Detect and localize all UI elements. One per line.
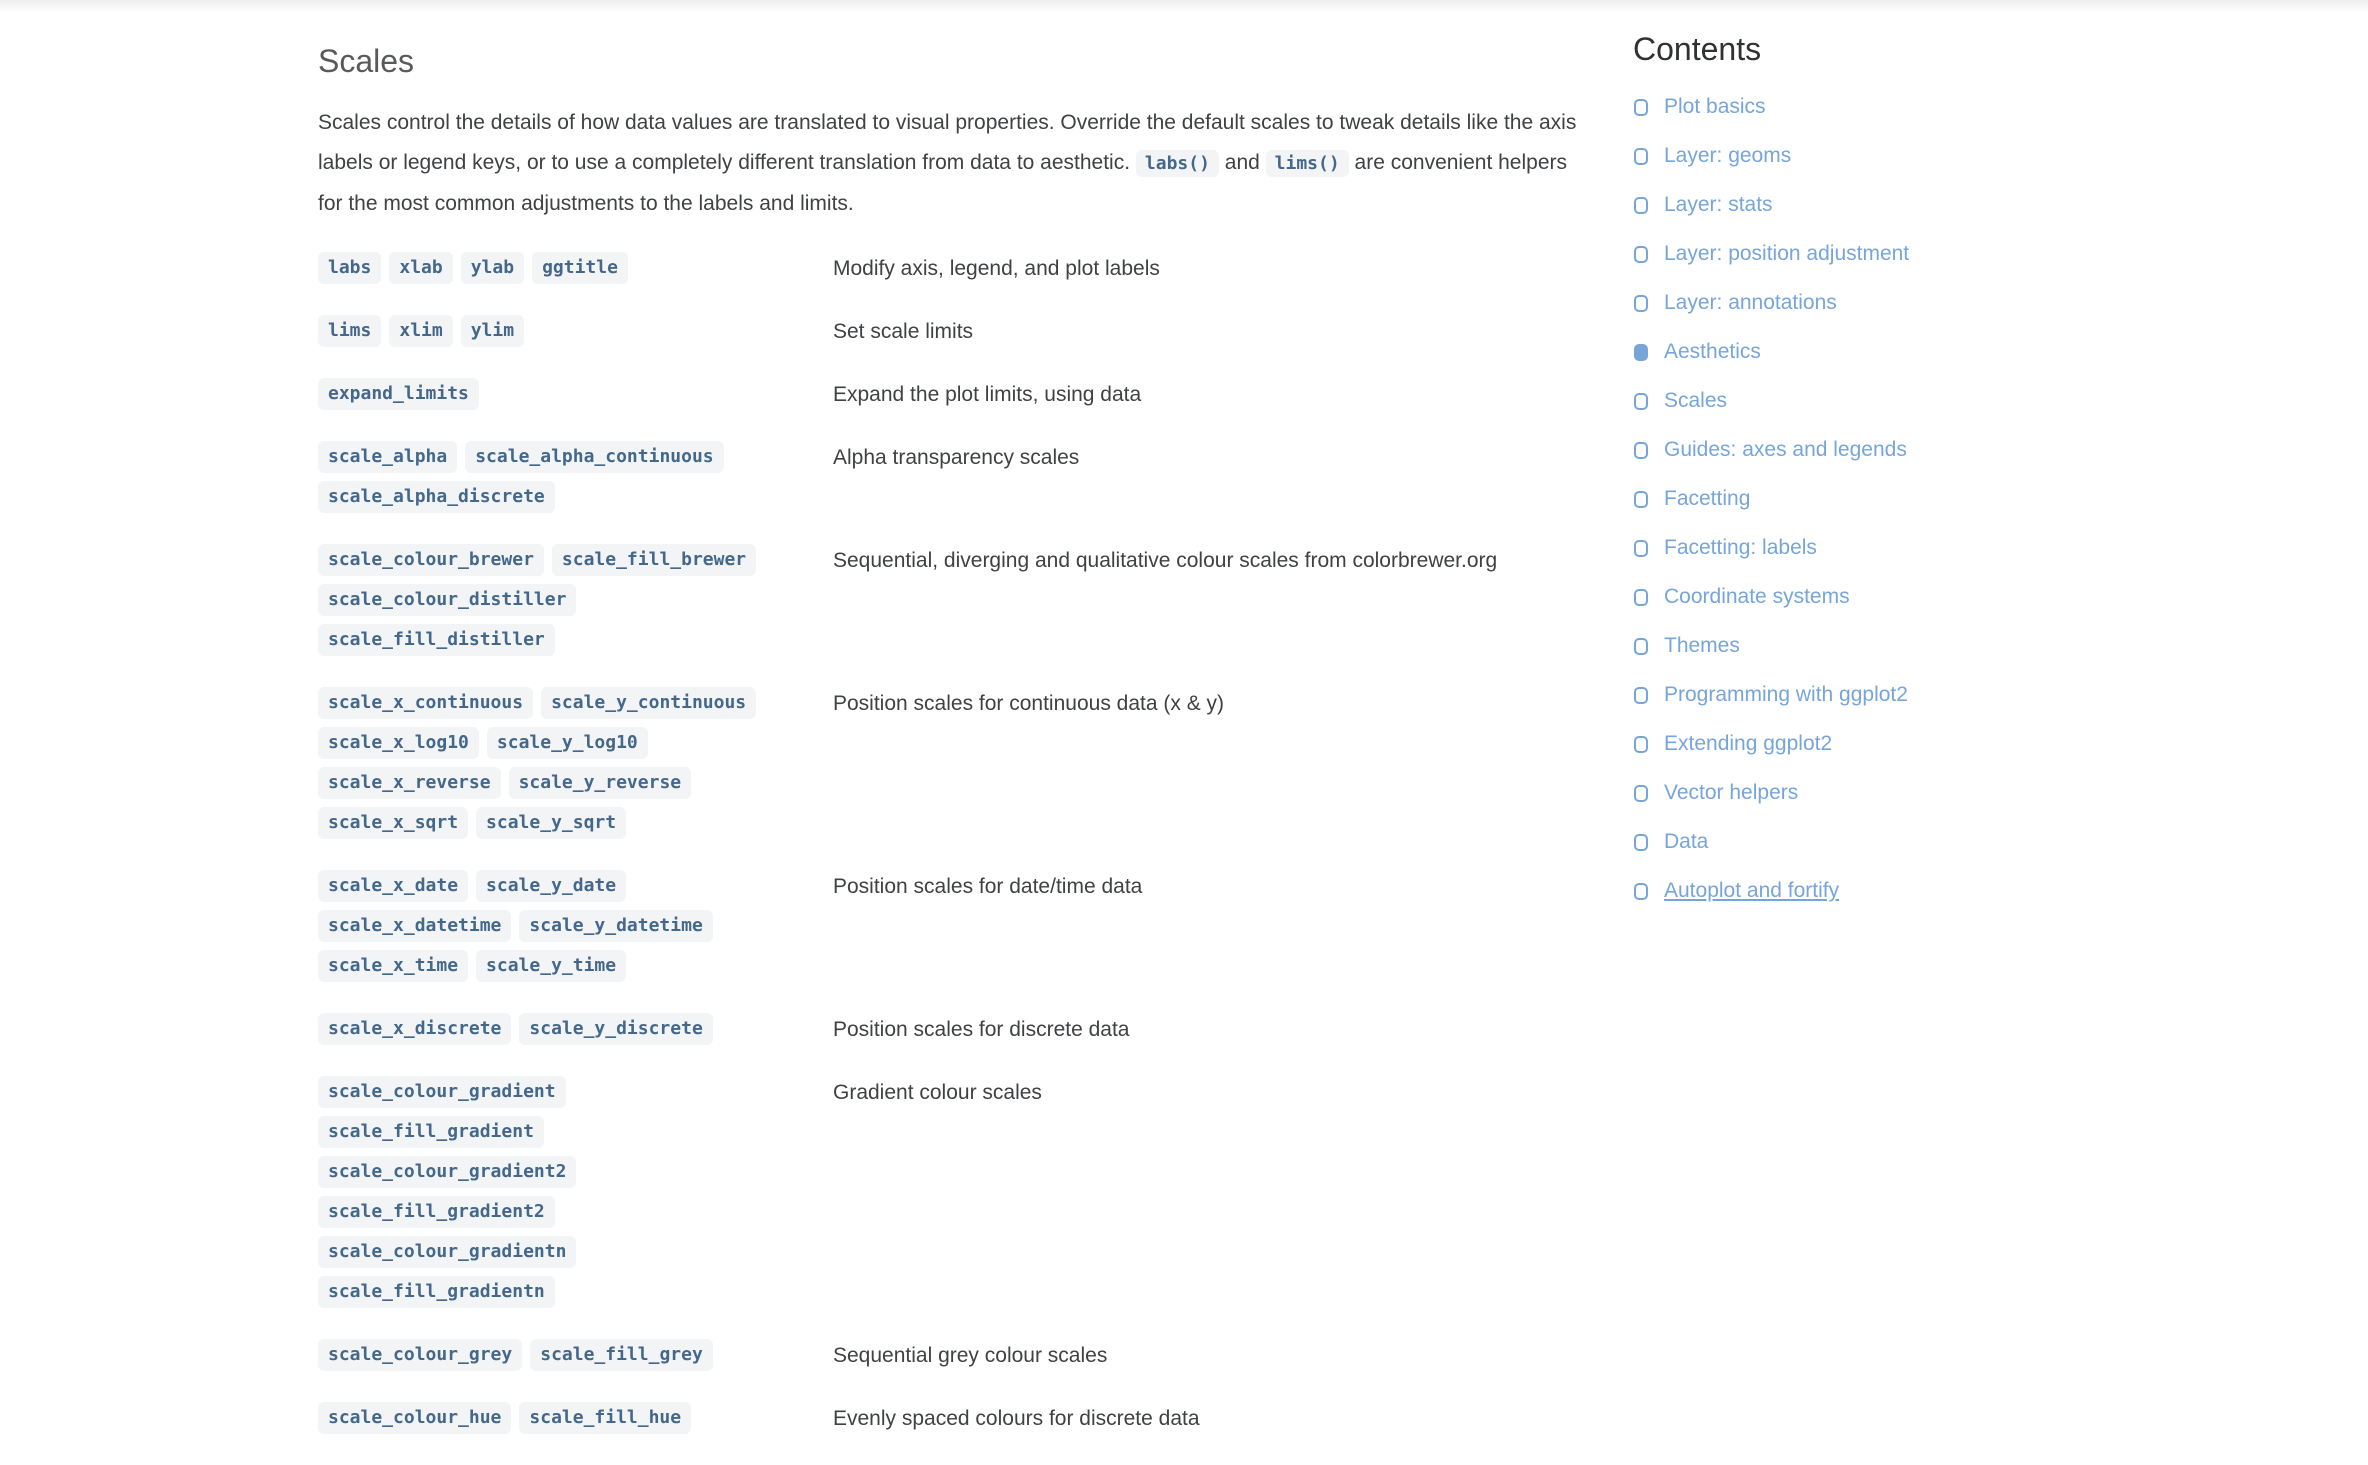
function-tag-line (318, 767, 833, 799)
contents-link-label: Guides: axes and legends (1664, 438, 1907, 461)
function-tag[interactable]: xlab (389, 252, 452, 284)
function-tag[interactable]: scale_fill_brewer (552, 544, 756, 576)
intro-text: and (1218, 151, 1266, 174)
contents-link-label: Scales (1664, 389, 1728, 412)
reference-description: Position scales for discrete data (833, 1018, 1130, 1041)
reference-main-content (318, 42, 1592, 1465)
contents-item (1633, 93, 2113, 121)
function-tag[interactable]: scale_alpha_discrete (318, 481, 555, 513)
contents-link-label: Facetting (1664, 487, 1751, 510)
section-marker-icon (1634, 687, 1648, 704)
function-tags-cell (318, 378, 833, 418)
active-section-marker-icon (1634, 344, 1648, 361)
contents-link-label: Extending ggplot2 (1664, 732, 1833, 755)
contents-link[interactable] (1633, 683, 1908, 707)
section-marker-icon (1634, 589, 1648, 606)
reference-row (318, 1339, 1592, 1379)
section-marker-icon (1634, 99, 1648, 116)
section-marker-icon (1634, 736, 1648, 753)
function-tag[interactable]: scale_y_datetime (519, 910, 712, 942)
function-tags-cell (318, 1339, 833, 1379)
intro-text: Scales control the details of how data values are translated to visual properties. Override the default scales to tweak details like the axis labels or legend keys, or to use a completely different translation from data to aesthetic. (318, 111, 1577, 174)
function-tag[interactable]: scale_y_sqrt (476, 807, 626, 839)
function-tag-line (318, 378, 833, 410)
inline-code: lims() (1266, 150, 1349, 177)
reference-description: Evenly spaced colours for discrete data (833, 1407, 1200, 1430)
reference-description: Gradient colour scales (833, 1081, 1042, 1104)
function-tag[interactable]: scale_alpha_continuous (465, 441, 723, 473)
section-marker-icon (1634, 834, 1648, 851)
contents-item (1633, 681, 2113, 709)
contents-item (1633, 583, 2113, 611)
contents-item (1633, 730, 2113, 758)
function-tag[interactable]: scale_x_datetime (318, 910, 511, 942)
function-tag[interactable]: expand_limits (318, 378, 479, 410)
function-reference-table (318, 252, 1592, 1442)
contents-link-label: Layer: position adjustment (1664, 242, 1910, 265)
contents-link-label: Aesthetics (1664, 340, 1761, 363)
contents-link[interactable] (1633, 340, 1761, 364)
contents-link[interactable] (1633, 487, 1750, 511)
function-tag-line (318, 807, 833, 839)
function-tag[interactable]: scale_colour_gradient (318, 1076, 566, 1108)
function-tag[interactable]: scale_fill_gradient2 (318, 1196, 555, 1228)
function-tag-line (318, 1076, 833, 1108)
function-tag[interactable]: scale_fill_grey (530, 1339, 713, 1371)
contents-link[interactable] (1633, 144, 1791, 168)
contents-link[interactable] (1633, 879, 1839, 903)
function-tag[interactable]: scale_x_discrete (318, 1013, 511, 1045)
contents-link-label: Layer: annotations (1664, 291, 1837, 314)
intro-paragraph (318, 103, 1592, 224)
reference-description: Sequential, diverging and qualitative colour scales from colorbrewer.org (833, 549, 1498, 572)
contents-link-label: Vector helpers (1664, 781, 1799, 804)
section-marker-icon (1634, 393, 1648, 410)
function-tag-line (318, 624, 833, 656)
contents-link[interactable] (1633, 830, 1708, 854)
contents-link-label: Layer: stats (1664, 193, 1773, 216)
contents-link[interactable] (1633, 585, 1850, 609)
function-tags-cell (318, 441, 833, 521)
function-tag[interactable]: xlim (389, 315, 452, 347)
function-tag-line (318, 687, 833, 719)
function-tag-line (318, 252, 833, 284)
function-tag[interactable]: scale_colour_gradient2 (318, 1156, 576, 1188)
contents-item (1633, 828, 2113, 856)
function-tags-cell (318, 1076, 833, 1316)
function-tag[interactable]: ggtitle (532, 252, 628, 284)
contents-link-label: Facetting: labels (1664, 536, 1817, 559)
function-tag[interactable]: scale_x_continuous (318, 687, 533, 719)
contents-item (1633, 534, 2113, 562)
function-tag[interactable]: scale_fill_gradient (318, 1116, 544, 1148)
function-tags-cell (318, 870, 833, 990)
function-tag[interactable]: scale_fill_hue (519, 1402, 691, 1434)
function-tag[interactable]: scale_x_log10 (318, 727, 479, 759)
navbar-bottom-shadow (0, 0, 2368, 12)
contents-list (1633, 93, 2113, 905)
contents-link-label: Programming with ggplot2 (1664, 683, 1908, 706)
section-marker-icon (1634, 491, 1648, 508)
inline-code: labs() (1136, 150, 1219, 177)
function-tags-cell (318, 1013, 833, 1053)
contents-link[interactable] (1633, 634, 1740, 658)
function-tag[interactable]: scale_y_continuous (541, 687, 756, 719)
function-tag[interactable]: scale_colour_distiller (318, 584, 576, 616)
function-tag-line (318, 727, 833, 759)
function-tag[interactable]: scale_y_date (476, 870, 626, 902)
section-marker-icon (1634, 148, 1648, 165)
function-tag[interactable]: scale_colour_brewer (318, 544, 544, 576)
reference-row (318, 315, 1592, 355)
reference-description: Alpha transparency scales (833, 446, 1080, 469)
function-tag[interactable]: scale_x_date (318, 870, 468, 902)
section-marker-icon (1634, 638, 1648, 655)
reference-row (318, 252, 1592, 292)
function-tag[interactable]: scale_x_sqrt (318, 807, 468, 839)
function-tag[interactable]: scale_colour_gradientn (318, 1236, 576, 1268)
contents-item (1633, 436, 2113, 464)
reference-row (318, 687, 1592, 847)
reference-row (318, 870, 1592, 990)
section-marker-icon (1634, 295, 1648, 312)
function-tag[interactable]: scale_y_discrete (519, 1013, 712, 1045)
function-tag-line (318, 1402, 833, 1434)
section-marker-icon (1634, 197, 1648, 214)
contents-item (1633, 779, 2113, 807)
contents-link-label: Themes (1664, 634, 1740, 657)
function-tag[interactable]: scale_y_log10 (487, 727, 648, 759)
contents-item (1633, 632, 2113, 660)
contents-link[interactable] (1633, 193, 1773, 217)
contents-item (1633, 191, 2113, 219)
contents-item (1633, 338, 2113, 366)
contents-link-label: Coordinate systems (1664, 585, 1850, 608)
reference-description: Position scales for date/time data (833, 875, 1143, 898)
contents-link[interactable] (1633, 732, 1832, 756)
reference-description: Position scales for continuous data (x & y) (833, 692, 1225, 715)
contents-item (1633, 142, 2113, 170)
contents-item (1633, 877, 2113, 905)
contents-link-label: Autoplot and fortify (1664, 879, 1840, 902)
reference-description: Expand the plot limits, using data (833, 383, 1142, 406)
contents-link[interactable] (1633, 438, 1907, 462)
contents-item (1633, 387, 2113, 415)
function-tag[interactable]: ylab (461, 252, 524, 284)
contents-item (1633, 289, 2113, 317)
function-tag-line (318, 1236, 833, 1268)
reference-row (318, 544, 1592, 664)
function-tag-line (318, 910, 833, 942)
contents-link[interactable] (1633, 389, 1727, 413)
contents-item (1633, 485, 2113, 513)
function-tag-line (318, 544, 833, 576)
contents-link[interactable] (1633, 291, 1837, 315)
contents-title: Contents (1633, 31, 1762, 67)
contents-link[interactable] (1633, 781, 1798, 805)
section-marker-icon (1634, 540, 1648, 557)
function-tag-line (318, 870, 833, 902)
function-tag-line (318, 1013, 833, 1045)
function-tag-line (318, 1196, 833, 1228)
reference-row (318, 1013, 1592, 1053)
contents-link[interactable] (1633, 536, 1817, 560)
function-tag-line (318, 1116, 833, 1148)
reference-row (318, 378, 1592, 418)
function-tags-cell (318, 315, 833, 355)
contents-link-label: Data (1664, 830, 1709, 853)
function-tag-line (318, 481, 833, 513)
function-tag-line (318, 584, 833, 616)
reference-row (318, 441, 1592, 521)
contents-link[interactable] (1633, 95, 1766, 119)
function-tag-line (318, 441, 833, 473)
function-tag[interactable]: scale_colour_hue (318, 1402, 511, 1434)
function-tag[interactable]: scale_x_reverse (318, 767, 501, 799)
function-tag-line (318, 1339, 833, 1371)
function-tags-cell (318, 1402, 833, 1442)
function-tag-line (318, 1156, 833, 1188)
section-marker-icon (1634, 246, 1648, 263)
function-tag[interactable]: scale_alpha (318, 441, 457, 473)
reference-row (318, 1076, 1592, 1316)
function-tag-line (318, 315, 833, 347)
reference-description: Set scale limits (833, 320, 974, 343)
intro-text: are convenient helpers for the most common adjustments to the labels and limits. (318, 151, 1567, 215)
function-tags-cell (318, 544, 833, 664)
function-tags-cell (318, 252, 833, 292)
contents-link-label: Plot basics (1664, 95, 1766, 118)
function-tag[interactable]: scale_x_time (318, 950, 468, 982)
contents-link-label: Layer: geoms (1664, 144, 1792, 167)
page-title: Scales (318, 43, 415, 79)
section-marker-icon (1634, 883, 1648, 900)
function-tag[interactable]: scale_y_time (476, 950, 626, 982)
contents-sidebar (1633, 30, 2113, 926)
function-tag[interactable]: scale_fill_distiller (318, 624, 555, 656)
function-tag[interactable]: labs (318, 252, 381, 284)
function-tags-cell (318, 687, 833, 847)
section-marker-icon (1634, 442, 1648, 459)
function-tag[interactable]: scale_colour_grey (318, 1339, 522, 1371)
contents-item (1633, 240, 2113, 268)
function-tag-line (318, 950, 833, 982)
contents-link[interactable] (1633, 242, 1909, 266)
reference-description: Sequential grey colour scales (833, 1344, 1108, 1367)
section-marker-icon (1634, 785, 1648, 802)
reference-description: Modify axis, legend, and plot labels (833, 257, 1160, 280)
function-tag[interactable]: scale_y_reverse (509, 767, 692, 799)
function-tag[interactable]: scale_fill_gradientn (318, 1276, 555, 1308)
reference-row (318, 1402, 1592, 1442)
function-tag[interactable]: lims (318, 315, 381, 347)
function-tag[interactable]: ylim (461, 315, 524, 347)
function-tag-line (318, 1276, 833, 1308)
